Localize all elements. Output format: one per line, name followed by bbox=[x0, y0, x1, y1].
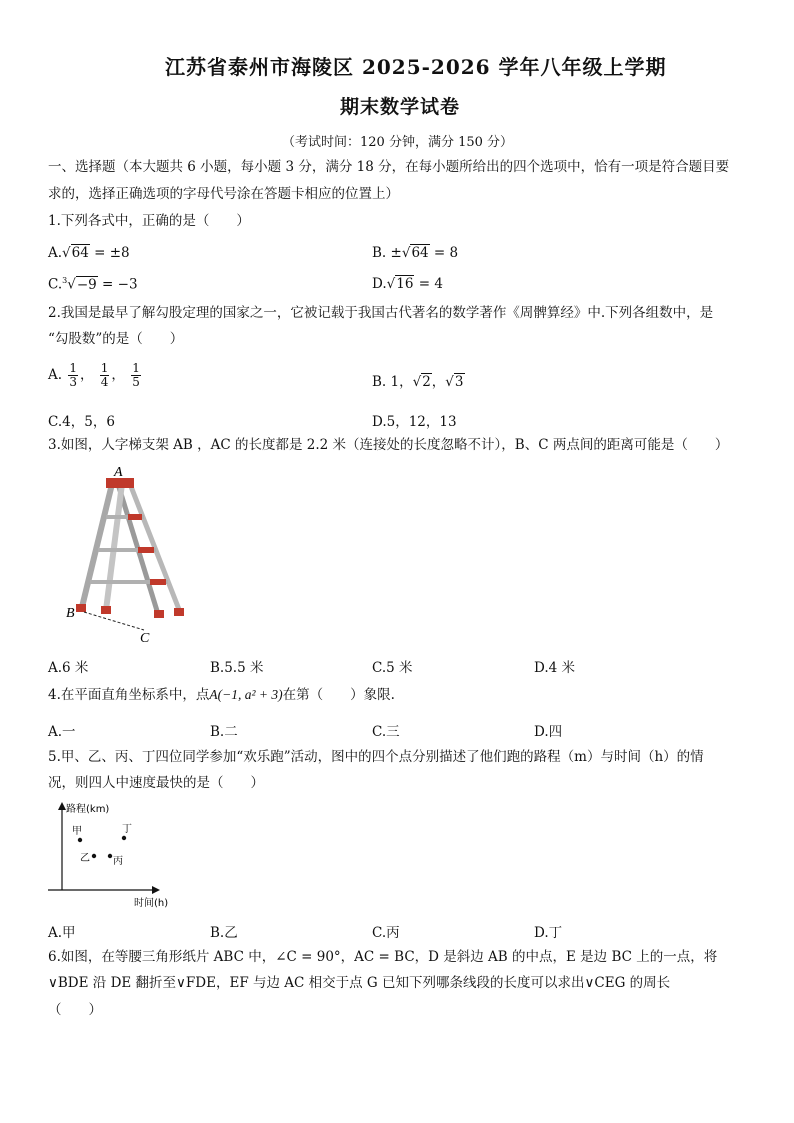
point-bing bbox=[108, 854, 112, 858]
q1-a-radicand: 64 bbox=[71, 245, 89, 261]
section-intro-line1: 一、选择题（本大题共 6 小题，每小题 3 分，满分 18 分，在每小题所给出的四个选项中，恰有一项是符合题目要 bbox=[48, 159, 730, 175]
y-axis-label: 路程(km) bbox=[66, 804, 110, 815]
question-3-stem: 3.如图，人字梯支架 AB ，AC 的长度都是 2.2 米（连接处的长度忽略不计），B、C 两点间的距离可能是（ ） bbox=[48, 437, 729, 453]
q1-c-radicand: −9 bbox=[76, 276, 97, 293]
question-6-stem-line2: ∨BDE 沿 DE 翻折至∨FDE，EF 与边 AC 相交于点 G 已知下列哪条线段的长度可以求出∨CEG 的周长 bbox=[48, 975, 671, 991]
point-label-yi: 乙 bbox=[80, 853, 90, 864]
radical-icon: √ bbox=[412, 374, 422, 390]
q1-b-prefix: B. ± bbox=[372, 245, 402, 261]
q1-b-rest: = 8 bbox=[429, 245, 459, 261]
q1-d-prefix: D. bbox=[372, 276, 387, 292]
question-2-stem-line1: 2.我国是最早了解勾股定理的国家之一，它被记载于我国古代著名的数学著作《周髀算经》中.下列各组数中，是 bbox=[48, 305, 714, 321]
ladder-figure bbox=[62, 462, 212, 647]
q4-stem-prefix: 4.在平面直角坐标系中，点 bbox=[48, 687, 210, 703]
q5-option-c: C.丙 bbox=[372, 925, 400, 941]
q1-c-prefix: C. bbox=[48, 276, 63, 293]
q4-point: A(−1, a² + 3) bbox=[209, 687, 283, 702]
exam-info: （考试时间：120 分钟，满分 150 分） bbox=[282, 135, 514, 150]
q1-c-root-index: 3 bbox=[62, 276, 68, 285]
q1-c-rest: = −3 bbox=[97, 276, 138, 293]
q4-option-d: D.四 bbox=[534, 724, 563, 740]
q2-option-a: A. $\frac{1}{3}$ ， $\frac{1}{4}$ ， $\frac{1}{5}$ bbox=[48, 361, 140, 389]
label-b: B bbox=[66, 606, 75, 621]
q1-option-a bbox=[48, 245, 130, 261]
label-a: A bbox=[114, 465, 123, 480]
point-yi bbox=[92, 854, 96, 858]
fraction: $\frac{1}{5}$ bbox=[132, 361, 140, 389]
q3-option-d: D.4 米 bbox=[534, 660, 576, 676]
q4-stem-suffix: 在第（ ）象限. bbox=[282, 687, 395, 703]
question-5-stem-line1: 5.甲、乙、丙、丁四位同学参加“欢乐跑”活动，图中的四个点分别描述了他们跑的路程（m）与时间（h）的情 bbox=[48, 749, 704, 765]
section-intro-line2: 求的，选择正确选项的字母代号涂在答题卡相应的位置上） bbox=[48, 186, 399, 202]
arrow-up-icon bbox=[58, 802, 66, 810]
fraction: $\frac{1}{3}$ bbox=[69, 361, 77, 389]
question-5-stem-line2: 况，则四人中速度最快的是（ ） bbox=[48, 775, 264, 791]
q1-a-rest: = ±8 bbox=[89, 245, 130, 261]
q3-option-a: A.6 米 bbox=[48, 660, 89, 676]
x-axis-label: 时间(h) bbox=[134, 898, 169, 909]
q1-d-radicand: 16 bbox=[396, 276, 414, 292]
radical-icon: √ bbox=[445, 374, 454, 390]
arrow-right-icon bbox=[152, 886, 160, 894]
q4-option-a: A.一 bbox=[48, 724, 76, 740]
point-ding bbox=[122, 836, 126, 840]
point-jia bbox=[78, 838, 82, 842]
point-label-bing: 丙 bbox=[113, 856, 123, 867]
q1-d-rest: = 4 bbox=[414, 276, 443, 292]
q5-option-d: D.丁 bbox=[534, 925, 563, 941]
point-label-ding: 丁 bbox=[122, 824, 132, 835]
q2-option-b: B. 1，√2，√3 bbox=[372, 374, 464, 390]
q2-a-prefix: A. bbox=[48, 367, 63, 383]
q5-option-a: A.甲 bbox=[48, 925, 76, 941]
q2-option-c: C.4，5，6 bbox=[48, 414, 115, 430]
q1-option-c bbox=[48, 276, 138, 293]
question-2-stem-line2: “勾股数”的是（ ） bbox=[48, 331, 184, 347]
q5-option-b: B.乙 bbox=[210, 925, 238, 941]
q4-option-c: C.三 bbox=[372, 724, 400, 740]
point-label-jia: 甲 bbox=[72, 826, 82, 837]
question-4-stem bbox=[48, 682, 395, 708]
radical-icon: √ bbox=[401, 245, 411, 261]
page-title: 江苏省泰州市海陵区 2025-2026 学年八年级上学期 bbox=[165, 55, 667, 79]
fraction: $\frac{1}{4}$ bbox=[100, 361, 109, 389]
speed-graph bbox=[42, 798, 192, 913]
q3-option-c: C.5 米 bbox=[372, 660, 413, 676]
question-6-stem-line1: 6.如图，在等腰三角形纸片 ABC 中，∠C = 90°，AC = BC，D 是斜边 AB 的中点，E 是边 BC 上的一点，将 bbox=[48, 949, 718, 965]
q1-b-radicand: 64 bbox=[411, 245, 429, 261]
page-subtitle: 期末数学试卷 bbox=[340, 96, 461, 118]
q2-b-radicand-1: 2 bbox=[422, 374, 431, 390]
q1-a-prefix: A. bbox=[48, 245, 63, 261]
q2-b-radicand-2: 3 bbox=[454, 374, 464, 390]
radical-icon: √ bbox=[67, 276, 76, 293]
q1-option-b bbox=[372, 245, 458, 261]
q2-option-d: D.5，12，13 bbox=[372, 414, 457, 430]
q4-option-b: B.二 bbox=[210, 724, 238, 740]
label-c: C bbox=[140, 631, 150, 646]
q3-option-b: B.5.5 米 bbox=[210, 660, 264, 676]
radical-icon: √ bbox=[386, 276, 396, 292]
question-1-stem: 1.下列各式中，正确的是（ ） bbox=[48, 213, 250, 229]
radical-icon: √ bbox=[62, 245, 71, 261]
question-6-stem-line3: （ ） bbox=[48, 1002, 102, 1018]
q2-b-prefix: B. 1， bbox=[372, 374, 413, 390]
q1-option-d bbox=[372, 276, 443, 292]
